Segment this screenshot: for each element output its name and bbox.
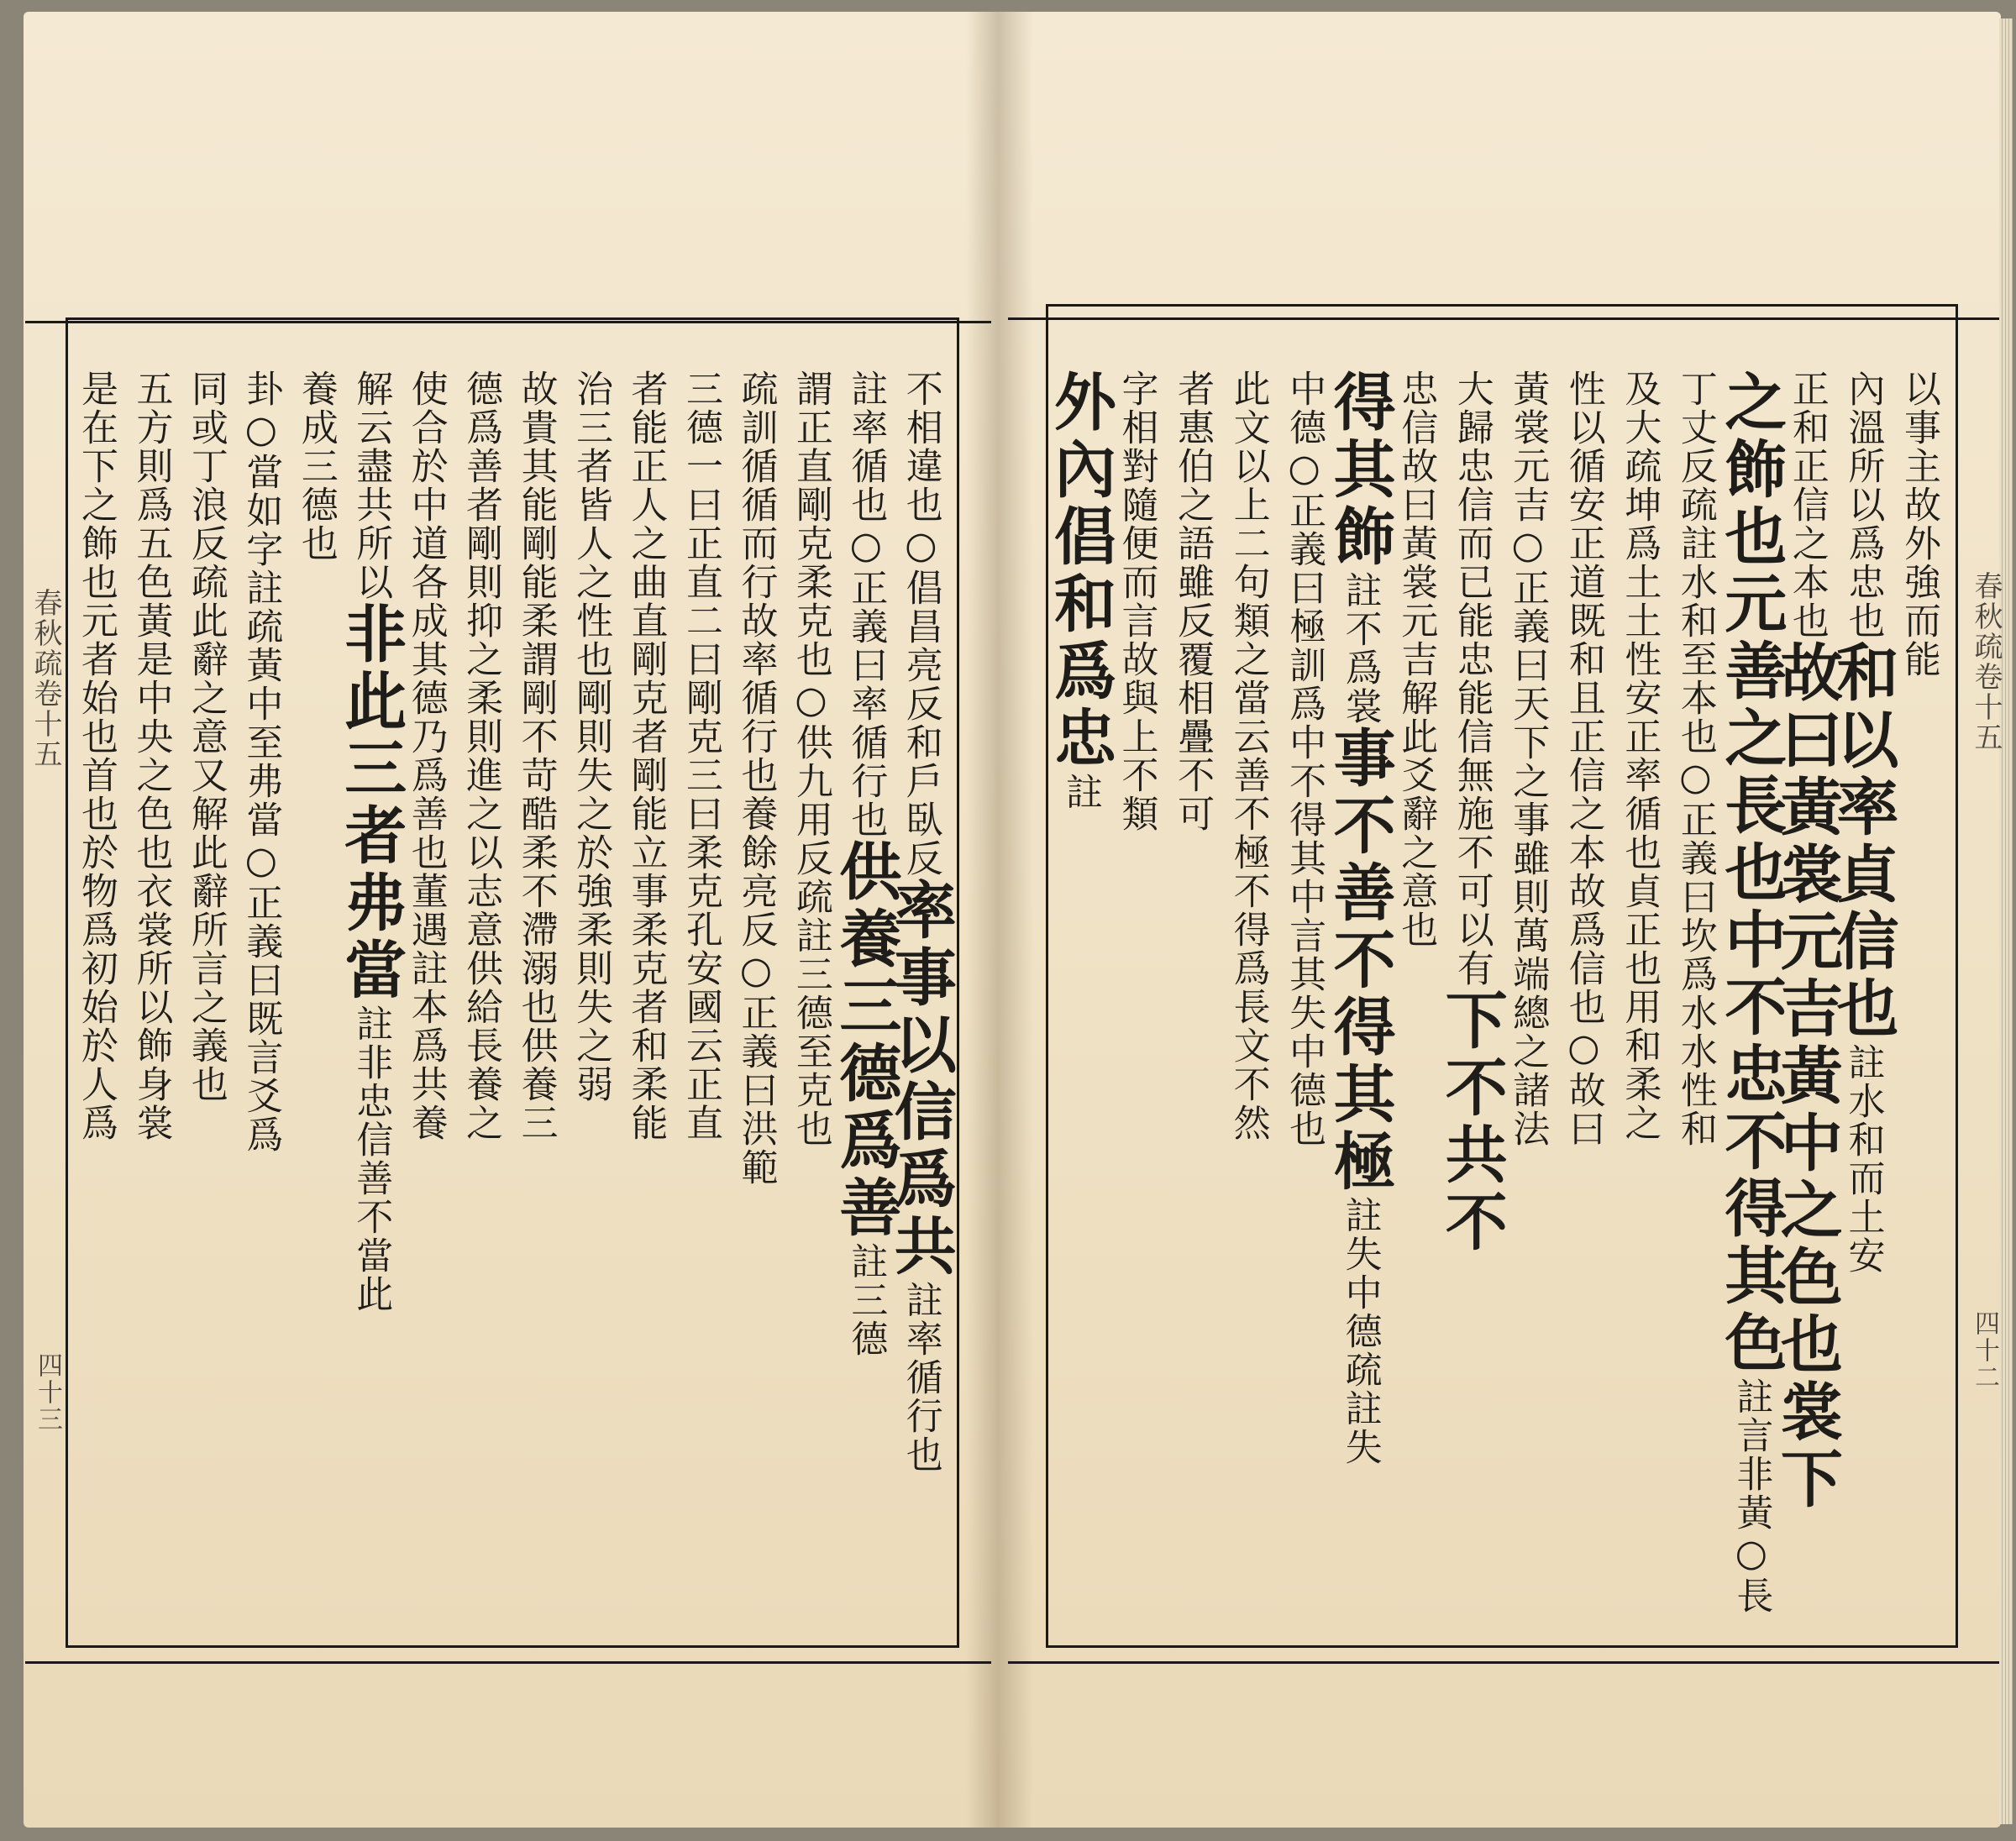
main-text-segment: 得其飾 [1323, 370, 1396, 571]
text-column: 故貴其能剛能柔謂剛不苛酷柔不滯溺也供養三 [514, 370, 558, 1142]
text-column: 謂正直剛克柔克也○供九用反疏註三德至克也 [789, 370, 832, 1148]
commentary-segment: 註失中德疏註失 [1338, 1196, 1382, 1466]
text-column: 卦○當如字註疏黃中至弗當○正義曰既言爻爲 [239, 370, 283, 1154]
main-text-segment: 之飾也元善之長也中不忠不得其色 [1714, 370, 1788, 1377]
text-column [1770, 370, 1843, 1513]
text-column: 性以循安正道既和且正信之本故爲信也○故曰 [1562, 370, 1605, 1148]
text-column: 黃裳元吉○正義曰天下之事雖則萬端總之諸法 [1506, 370, 1550, 1148]
commentary-segment: 大歸忠信而已能忠能信無施不可以有 [1450, 370, 1494, 988]
text-column: 者能正人之曲直剛克者剛能立事柔克者和柔能 [624, 370, 668, 1142]
commentary-segment: 註率循行也 [899, 1281, 942, 1474]
commentary-segment: 註 [1059, 773, 1102, 811]
text-column [884, 370, 957, 1474]
text-column: 三德一曰正直二曰剛克三曰柔克孔安國云正直 [679, 370, 722, 1142]
main-text-segment: 外內倡和爲忠 [1044, 370, 1116, 773]
commentary-segment: 正和正信之本也 [1785, 370, 1829, 640]
text-column: 及大疏坤爲土土性安正率循也貞正也用和柔之 [1618, 370, 1662, 1142]
text-column [334, 370, 407, 1314]
text-column [1171, 370, 1215, 833]
commentary-segment: 註不爲裳 [1338, 571, 1382, 726]
page-edges [1999, 18, 2013, 1824]
commentary-segment: 註水和而土安 [1841, 1043, 1885, 1275]
text-column: 此文以上二句類之當云善不極不得爲長文不然 [1226, 370, 1270, 1142]
right-bottom-rule [1008, 1661, 1999, 1664]
text-column [1435, 370, 1508, 1256]
text-column: 治三者皆人之性也剛則失之於強柔則失之弱 [570, 370, 613, 1104]
commentary-segment: 註非忠信善不當此 [349, 1004, 393, 1314]
text-column: 德爲善者剛則抑之柔則進之以志意供給長養之 [459, 370, 503, 1142]
commentary-segment: 註率循也○正義曰率循行也 [844, 370, 888, 839]
main-text-segment: 下不共不 [1435, 988, 1508, 1256]
main-text-segment: 非此三者弗當 [334, 601, 407, 1004]
commentary-segment: 解云盡共所以 [349, 370, 393, 601]
text-column [1044, 370, 1116, 811]
left-margin-title: 春秋疏卷十五 [29, 588, 62, 769]
book-gutter [966, 12, 1033, 1828]
commentary-segment: 字相對隨便而言故與上不類 [1115, 370, 1158, 833]
commentary-segment: 者惠伯之語雖反覆相疊不可 [1171, 370, 1215, 833]
main-text-segment: 事不善不得其極 [1323, 726, 1396, 1196]
right-margin-page-number: 四十二 [1970, 1310, 1999, 1391]
text-column: 丁丈反疏註水和至本也○正義曰坎爲水水性和 [1673, 370, 1717, 1148]
commentary-segment: 內溫所以爲忠也 [1841, 370, 1885, 640]
main-text-segment: 率事以信爲共 [884, 878, 957, 1281]
text-column [1826, 370, 1899, 1275]
right-margin-title: 春秋疏卷十五 [1969, 571, 2003, 753]
text-column: 以事主故外強而能 [1897, 370, 1940, 679]
text-column: 同或丁浪反疏此辭之意又解此辭所言之義也 [184, 370, 228, 1104]
text-column: 使合於中道各成其德乃爲善也董遇註本爲共養 [404, 370, 448, 1142]
main-text-segment: 供養三德爲善 [829, 839, 902, 1242]
main-text-segment: 和以率貞信也 [1826, 640, 1899, 1043]
right-text-columns [1044, 370, 1940, 1638]
main-text-segment: 故曰黃裳元吉黃中之色也裳下 [1770, 640, 1843, 1513]
commentary-segment: 不相違也○倡昌亮反和戶臥反 [899, 370, 942, 878]
text-column: 中德○正義曰極訓爲中不得其中言其失中德也 [1283, 370, 1326, 1148]
text-column: 五方則爲五色黃是中央之色也衣裳所以飾身裳 [129, 370, 173, 1142]
text-column [1116, 370, 1157, 833]
text-column [829, 370, 902, 1358]
text-column: 養成三德也 [294, 370, 338, 563]
left-margin-page-number: 四十三 [33, 1352, 62, 1433]
commentary-segment: 忠信故曰黃裳元吉解此爻辭之意也 [1394, 370, 1438, 949]
commentary-segment: 註言非黃○長 [1730, 1377, 1773, 1615]
left-bottom-rule [25, 1661, 991, 1664]
text-column: 疏訓循循而行故率循行也養餘亮反○正義曰洪範 [734, 370, 778, 1187]
text-column [1714, 370, 1788, 1615]
text-column [1395, 370, 1436, 949]
commentary-segment: 註三德 [844, 1242, 888, 1358]
text-column: 是在下之飾也元者始也首也於物爲初始於人爲 [75, 370, 118, 1142]
left-text-columns [75, 370, 957, 1629]
text-column [1323, 370, 1396, 1466]
